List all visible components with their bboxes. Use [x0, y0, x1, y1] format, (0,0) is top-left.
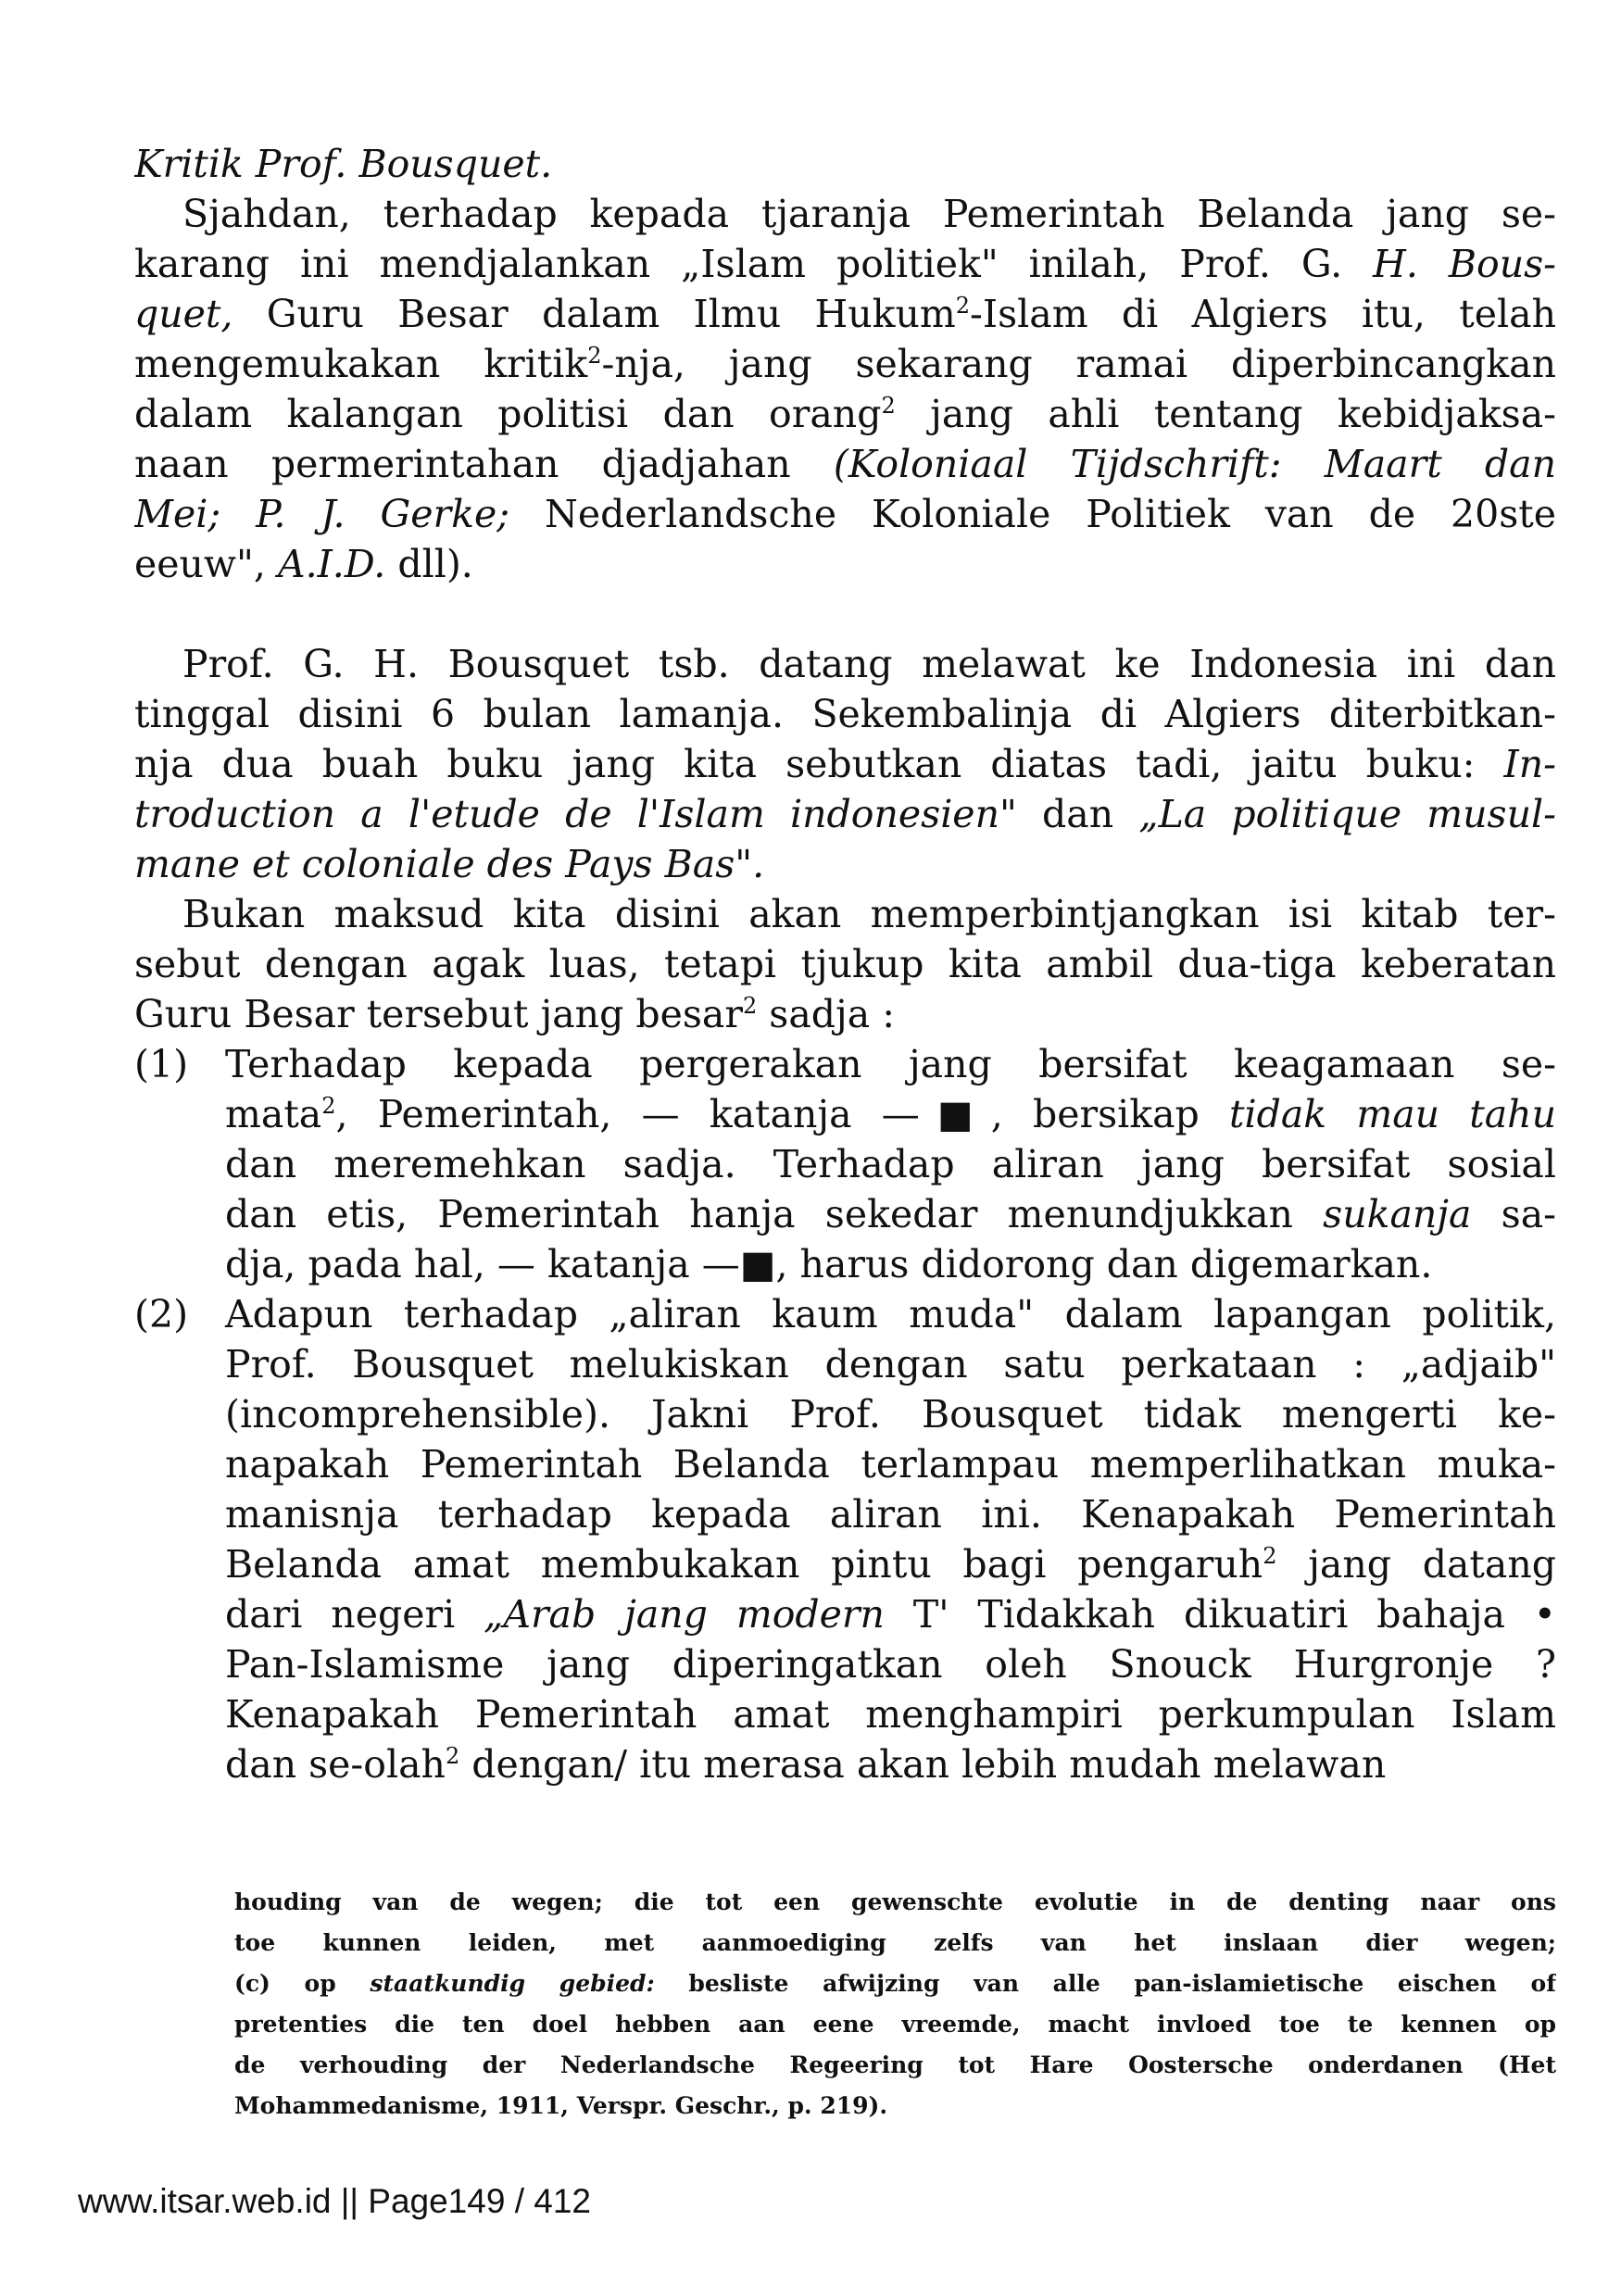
text-line: mane et coloniale des Pays Bas". [134, 842, 765, 886]
text-line: Bukan maksud kita disini akan memperbintjangkan isi kitab ter- [182, 892, 1556, 936]
text-line: (incomprehensible). Jakni Prof. Bousquet tidak mengerti ke- [225, 1392, 1556, 1437]
text-line: sebut dengan agak luas, tetapi tjukup kita ambil dua-tiga keberatan [134, 942, 1556, 986]
list-item-2 [134, 1289, 1556, 1789]
text-line: nja dua buah buku jang kita sebutkan diatas tadi, jaitu buku: In- [134, 742, 1556, 786]
text-line: dja, pada hal, — katanja —■, harus didorong dan digemarkan. [225, 1242, 1433, 1286]
footnote [234, 1882, 1556, 2127]
section-heading: Kritik Prof. Bousquet. [134, 142, 553, 186]
text-line: Pan-Islamisme jang diperingatkan oleh Snouck Hurgronje ? [225, 1642, 1556, 1687]
footnote-line: de verhouding der Nederlandsche Regeering tot Hare Oostersche onderdanen (Het [234, 2051, 1556, 2078]
text-line: dan se-olah$^2$ dengan/ itu merasa akan lebih mudah melawan [225, 1742, 1387, 1787]
footnote-line: Mohammedanisme, 1911, Verspr. Geschr., p. 219). [234, 2092, 888, 2119]
text-line: (2) Adapun terhadap „aliran kaum muda" dalam lapangan politik, [134, 1289, 1556, 1339]
text-line: napakah Pemerintah Belanda terlampau memperlihatkan muka- [225, 1442, 1556, 1487]
footnote-line: pretenties die ten doel hebben aan eene vreemde, macht invloed toe te kennen op [234, 2011, 1556, 2038]
text-line: mengemukakan kritik$^2$-nja, jang sekarang ramai diperbincangkan [134, 342, 1556, 386]
list-item-1 [134, 1039, 1556, 1289]
footnote-line: toe kunnen leiden, met aanmoediging zelfs van het inslaan dier wegen; [234, 1929, 1556, 1956]
text-line: Prof. Bousquet melukiskan dengan satu perkataan : „adjaib" [225, 1342, 1556, 1386]
text-line: Belanda amat membukakan pintu bagi pengaruh$^2$ jang datang [225, 1542, 1556, 1587]
text-line: naan permerintahan djadjahan (Koloniaal Tijdschrift: Maart dan [134, 442, 1556, 486]
text-line: dan meremehkan sadja. Terhadap aliran jang bersifat sosial [225, 1142, 1556, 1186]
text-line: Prof. G. H. Bousquet tsb. datang melawat ke Indonesia ini dan [182, 642, 1556, 686]
text-line: eeuw", A.I.D. dll). [134, 542, 473, 586]
paragraph-3 [134, 889, 1556, 1039]
text-line: (1) Terhadap kepada pergerakan jang bersifat keagamaan se- [134, 1039, 1556, 1089]
text-line: troduction a l'etude de l'Islam indonesien" dan „La politique musul- [134, 792, 1556, 836]
paragraph-2 [134, 639, 1556, 889]
text-line: mata$^2$, Pemerintah, — katanja —■, bersikap tidak mau tahu [225, 1092, 1556, 1136]
list-number: (2) [134, 1292, 189, 1336]
text-line: Kenapakah Pemerintah amat menghampiri perkumpulan Islam [225, 1692, 1556, 1737]
text-line: dan etis, Pemerintah hanja sekedar menundjukkan sukanja sa- [225, 1192, 1556, 1236]
text-line: Guru Besar tersebut jang besar$^2$ sadja : [134, 992, 896, 1036]
footnote-line: houding van de wegen; die tot een gewenschte evolutie in de denting naar ons [234, 1888, 1556, 1915]
text-line: karang ini mendjalankan „Islam politiek" inilah, Prof. G. H. Bous- [134, 242, 1556, 286]
text-line: manisnja terhadap kepada aliran ini. Kenapakah Pemerintah [225, 1492, 1556, 1537]
text-line: dari negeri „Arab jang modern T' Tidakkah dikuatiri bahaja • [225, 1592, 1556, 1637]
paragraph-1 [134, 189, 1556, 589]
list-number: (1) [134, 1042, 189, 1086]
footnote-line: (c) op staatkundig gebied: besliste afwijzing van alle pan-islamietische eischen of [234, 1970, 1556, 1997]
text-line: tinggal disini 6 bulan lamanja. Sekembalinja di Algiers diterbitkan- [134, 692, 1556, 736]
text-line: Mei; P. J. Gerke; Nederlandsche Koloniale Politiek van de 20ste [134, 492, 1556, 536]
paragraph-gap [134, 589, 1556, 639]
page-footer: www.itsar.web.id || Page149 / 412 [78, 2182, 591, 2220]
text-line: dalam kalangan politisi dan orang$^2$ jang ahli tentang kebidjaksa- [134, 392, 1556, 436]
text-line: Sjahdan, terhadap kepada tjaranja Pemerintah Belanda jang se- [182, 192, 1556, 236]
document-body [134, 139, 1556, 1789]
text-line: quet, Guru Besar dalam Ilmu Hukum$^2$-Islam di Algiers itu, telah [134, 292, 1556, 336]
